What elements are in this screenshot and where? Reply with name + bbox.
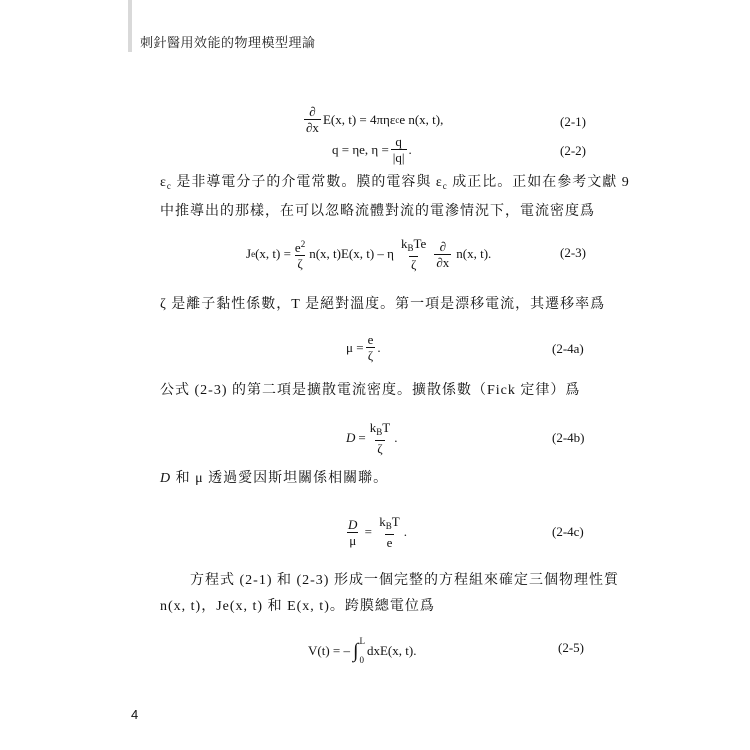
fraction: $\frac{k_BT}{\zeta}$ (369, 420, 391, 456)
text-line: 中推導出的那樣，在可以忽略流體對流的電滲情況下，電流密度爲 (160, 204, 595, 219)
integral-sign: ∫ (353, 640, 359, 662)
paragraph-1 (160, 170, 630, 225)
equation-number: (2-4c) (552, 524, 584, 539)
paragraph-3: 公式 (2-3) 的第二項是擴散電流密度。擴散係數（Fick 定律）爲 (160, 383, 581, 398)
fraction: $\frac{e^2}{\zeta}$ (294, 239, 306, 271)
text-line: n(x, t)，Je(x, t) 和 E(x, t)。跨膜總電位爲 (160, 599, 435, 614)
text-line: 方程式 (2-1) 和 (2-3) 形成一個完整的方程組來確定三個物理性質 (190, 573, 619, 588)
text-line: $\varepsilon_c$ 是非導電分子的介電常數。膜的電容與 $\varepsilon_c$ 成正比。正如在參考文獻 9 (160, 175, 630, 191)
paragraph-5 (160, 568, 619, 620)
equation-2-2: q = ηe, η = $\frac{q}{|q|}$ . (332, 134, 412, 165)
equation-2-4b: D = $\frac{k_BT}{\zeta}$ . (346, 420, 398, 456)
equation-2-5: V(t) = – ∫ L 0 dxE(x, t). (308, 636, 417, 665)
page-number: 4 (131, 707, 139, 722)
margin-bar (128, 0, 132, 52)
equation-number: (2-4b) (552, 430, 585, 445)
paragraph-4: D 和 μ 透過愛因斯坦關係相關聯。 (160, 471, 389, 486)
equation-number: (2-1) (560, 114, 586, 129)
equation-number: (2-5) (558, 640, 584, 655)
equation-2-4a: μ = $\frac{e}{\zeta}$ . (346, 332, 381, 363)
fraction: $\frac{k_BT}{e}$ (379, 514, 400, 550)
integral-limits: L 0 (359, 636, 365, 665)
paragraph-2: ζ 是離子黏性係數，T 是絕對溫度。第一項是漂移電流，其遷移率爲 (160, 297, 606, 312)
equation-number: (2-2) (560, 143, 586, 158)
fraction: $\frac{e}{\zeta}$ (367, 332, 374, 363)
equation-2-4c: $\frac{D}{\mu}$ = $\frac{k_BT}{e}$ . (348, 514, 407, 550)
fraction: $\frac{D}{\mu}$ (348, 516, 358, 548)
partial-derivative: $\frac{\partial}{\partial x}$ (436, 238, 450, 270)
fraction: $\frac{q}{|q|}$ (392, 134, 405, 165)
fraction: $\frac{k_BTe}{\zeta}$ (400, 236, 427, 272)
equation-number: (2-3) (560, 245, 586, 260)
partial-derivative: $\frac{\partial}{\partial x}$ (306, 104, 319, 135)
equation-2-3: J e (x, t) = $\frac{e^2}{\zeta}$ n(x, t)E(x, t) – η $\frac{k_BTe}{\zeta}$ $\frac{\partial}{\partial x}$ n(x, t). (246, 236, 492, 272)
running-head: 刺針醫用效能的物理模型理論 (140, 35, 316, 50)
equation-number: (2-4a) (552, 341, 584, 356)
equation-2-1: $\frac{\partial}{\partial x}$ E(x, t) = 4πηε c e n(x, t), (306, 104, 444, 135)
